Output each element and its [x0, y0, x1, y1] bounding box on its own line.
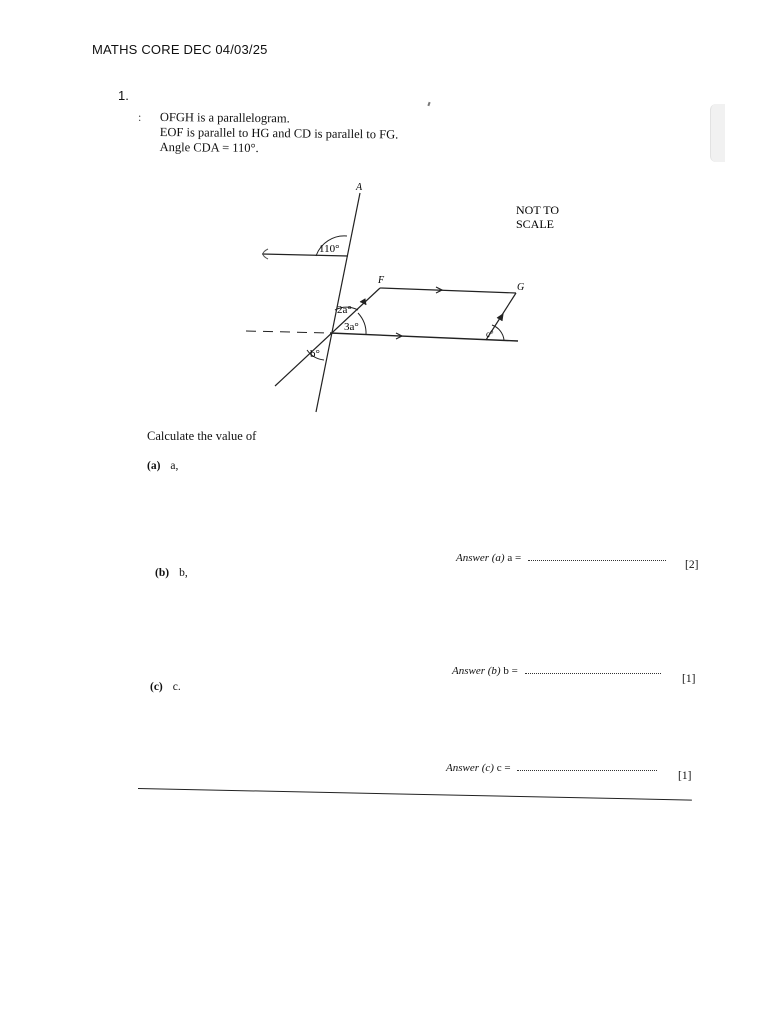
stem-line-2: EOF is parallel to HG and CD is parallel to FG. [159, 124, 399, 142]
part-c-label: (c) [150, 681, 163, 693]
part-b-label: (b) [155, 567, 170, 579]
answer-a-field[interactable] [528, 559, 666, 561]
answer-c-prefix: Answer (c) [446, 762, 494, 774]
not-to-scale-line-1: NOT TO [516, 203, 560, 217]
calculate-prompt: Calculate the value of [147, 429, 257, 443]
marks-a: [2] [685, 559, 699, 571]
answer-a [456, 552, 672, 564]
question-number: 1. [118, 88, 129, 103]
part-a-variable: a, [170, 460, 179, 472]
part-b [155, 567, 188, 579]
answer-a-prefix: Answer (a) [456, 552, 505, 564]
angle-2a-label: 2a° [337, 304, 352, 316]
stem-line-1: OFGH is a parallelogram. [159, 110, 290, 126]
part-a [147, 460, 178, 472]
marks-b: [1] [682, 673, 696, 685]
label-f: F [378, 275, 385, 286]
scan-colon: : [138, 110, 142, 124]
angle-b-label: b° [310, 348, 320, 360]
arc-3a [358, 313, 366, 335]
line-ad [316, 193, 360, 412]
part-b-variable: b, [179, 567, 188, 579]
angle-cda-label: 110° [319, 243, 340, 255]
label-a: A [356, 182, 363, 193]
answer-a-var: a = [507, 552, 522, 564]
marks-c: [1] [678, 770, 692, 782]
angle-3a-label: 3a° [344, 321, 359, 333]
line-fg [380, 288, 516, 293]
part-c-variable: c. [172, 681, 181, 693]
answer-c-var: c = [496, 762, 511, 774]
part-c [150, 681, 181, 693]
answer-b [452, 665, 667, 677]
not-to-scale-line-2: SCALE [516, 217, 555, 231]
parallel-arrow-gh [497, 314, 503, 321]
document-header: MATHS CORE DEC 04/03/25 [92, 42, 268, 57]
stem-line-3: Angle CDA = 110°. [159, 139, 259, 156]
angle-c-label: c° [486, 329, 494, 339]
label-g: G [517, 282, 525, 293]
line-eo-dashed [246, 331, 330, 333]
answer-b-prefix: Answer (b) [452, 665, 501, 677]
answer-c [446, 762, 663, 774]
part-a-label: (a) [147, 460, 161, 472]
answer-b-field[interactable] [525, 672, 661, 674]
answer-c-field[interactable] [517, 769, 657, 771]
answer-b-var: b = [503, 665, 518, 677]
